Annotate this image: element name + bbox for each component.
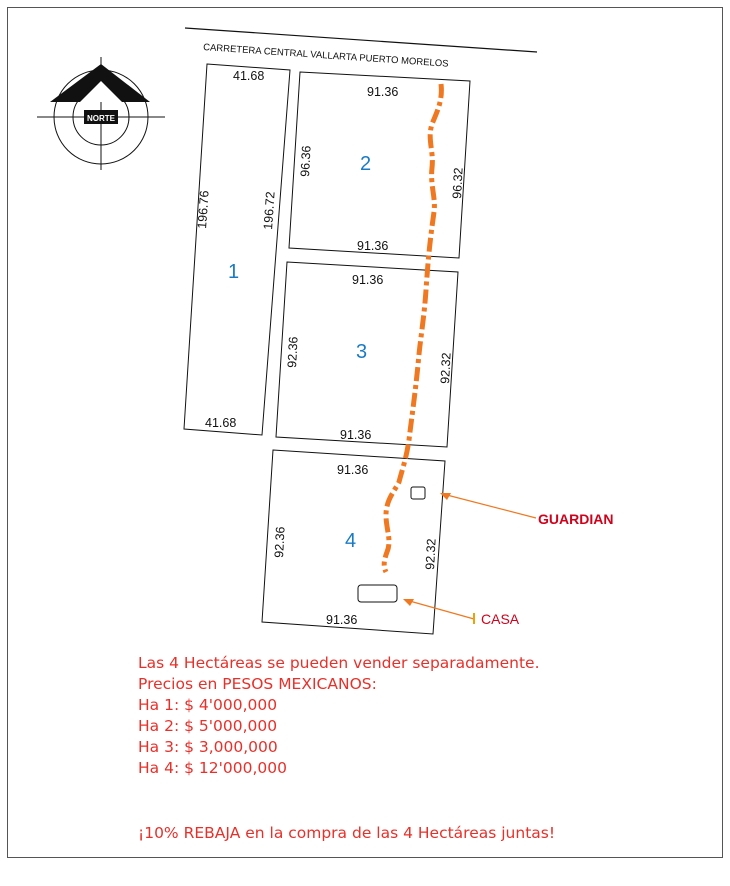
guardian-arrow [443, 494, 536, 518]
notes-line-separate: Las 4 Hectáreas se pueden vender separadamente. [138, 654, 540, 672]
lot-3-bottom-dim: 91.36 [340, 428, 372, 442]
sale-notes [138, 653, 718, 779]
lot-1-top-dim: 41.68 [233, 69, 265, 83]
lot-4-right-dim: 92.32 [423, 538, 439, 571]
lot-4 [262, 450, 445, 634]
casa-arrow [406, 600, 474, 619]
casa-building [358, 585, 397, 602]
lot-3-top-dim: 91.36 [352, 273, 384, 287]
lot-4-left-dim: 92.36 [272, 526, 288, 559]
compass-label: NORTE [87, 114, 115, 123]
price-ha-4: Ha 4: $ 12'000,000 [138, 759, 287, 777]
lot-1-bottom-dim: 41.68 [205, 416, 237, 430]
lot-3-number: 3 [356, 341, 368, 363]
lot-3-left-dim: 92.36 [285, 336, 301, 369]
compass-rose [37, 57, 165, 170]
lot-2-top-dim: 91.36 [367, 85, 399, 99]
price-ha-3: Ha 3: $ 3,000,000 [138, 738, 278, 756]
casa-marker [473, 613, 475, 624]
lot-2 [289, 72, 470, 258]
price-ha-2: Ha 2: $ 5'000,000 [138, 717, 278, 735]
lot-1 [184, 64, 290, 435]
casa-label: CASA [481, 611, 520, 627]
road-label: CARRETERA CENTRAL VALLARTA PUERTO MORELOS [202, 42, 449, 70]
notes-line-currency: Precios en PESOS MEXICANOS: [138, 675, 377, 693]
price-ha-1: Ha 1: $ 4'000,000 [138, 696, 278, 714]
lot-4-number: 4 [345, 530, 357, 552]
lot-4-bottom-dim: 91.36 [326, 613, 358, 627]
promo-line: ¡10% REBAJA en la compra de las 4 Hectáreas juntas! [138, 824, 556, 842]
lot-2-bottom-dim: 91.36 [357, 239, 389, 253]
lot-4-top-dim: 91.36 [337, 463, 369, 477]
guardian-building [411, 487, 425, 499]
lot-2-number: 2 [360, 153, 372, 175]
lot-1-number: 1 [228, 261, 240, 283]
guardian-label: GUARDIAN [538, 511, 614, 527]
lot-1-left-dim: 196.76 [195, 190, 212, 230]
lot-2-right-dim: 96.32 [450, 167, 466, 200]
lot-1-right-dim: 196.72 [261, 191, 278, 231]
lot-2-left-dim: 96.36 [298, 145, 314, 178]
lot-3-right-dim: 92.32 [438, 352, 454, 385]
lot-3 [276, 262, 458, 447]
